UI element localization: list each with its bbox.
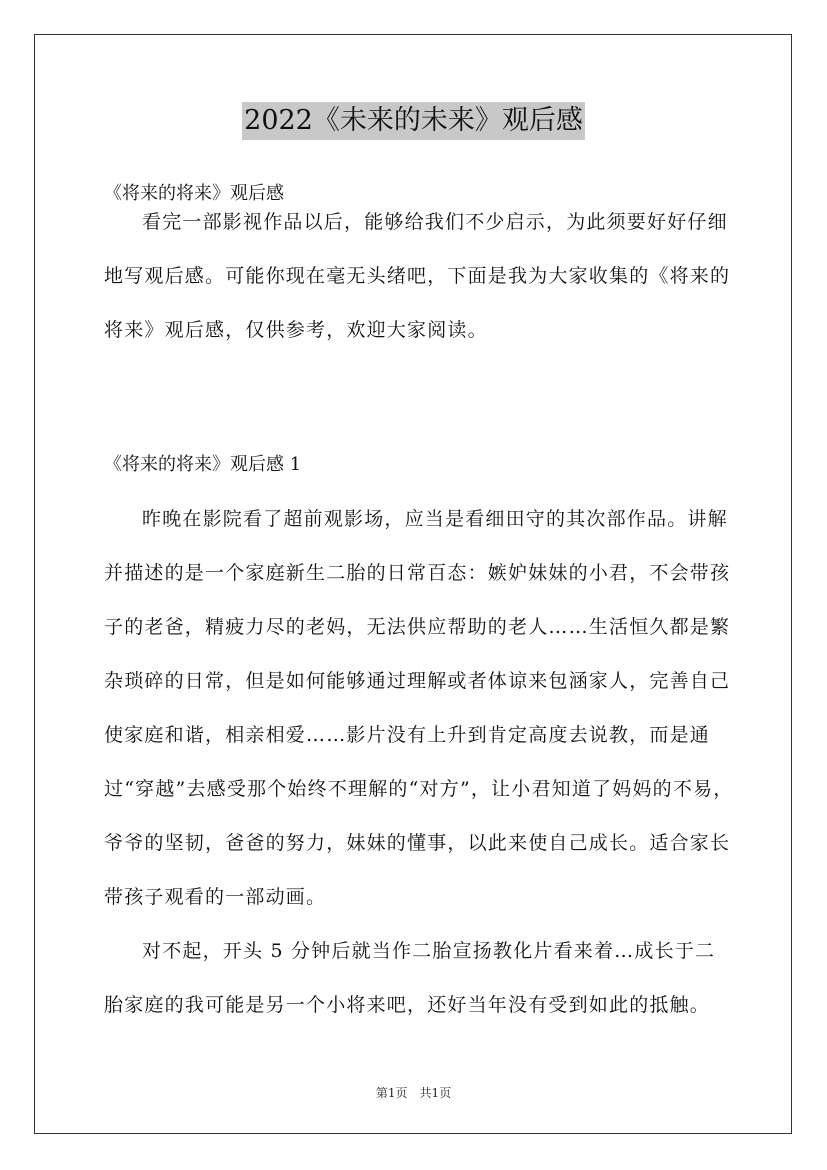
body-paragraph-2: 对不起，开头 5 分钟后就当作二胎宣扬教化片看来着…成长于二胎家庭的我可能是另一个小将来吧，还好当年没有受到如此的抵触。 [104,940,716,1016]
intro-paragraph: 看完一部影视作品以后，能够给我们不少启示，为此须要好好仔细地写观后感。可能你现在毫无头绪吧，下面是我为大家收集的《将来的将来》观后感，仅供参考，欢迎大家阅读。 [104,211,731,341]
body-block [104,492,734,1032]
title-container [0,102,827,140]
document-title: 2022《未来的未来》观后感 [242,102,585,140]
intro-block [104,195,734,357]
body-paragraph-1: 昨晚在影院看了超前观影场，应当是看细田守的其次部作品。讲解并描述的是一个家庭新生二胎的日常百态：嫉妒妹妹的小君，不会带孩子的老爸，精疲力尽的老妈，无法供应帮助的老人……生活恒久都是繁杂琐碎的日常，但是如何能够通过理解或者体谅来包涵家人，完善自己使家庭和谐，相亲相爱……影片没有上升到肯定高度去说教，而是通过“穿越”去感受那个始终不理解的“对方”，让小君知道了妈妈的不易，爷爷的坚韧，爸爸的努力，妹妹的懂事，以此来使自己成长。适合家长带孩子观看的一部动画。 [104,508,734,908]
page-footer: 第1页 共1页 [375,1086,452,1100]
section-heading: 《将来的将来》观后感 1 [104,454,302,475]
intro-heading: 《将来的将来》观后感 [104,183,284,204]
